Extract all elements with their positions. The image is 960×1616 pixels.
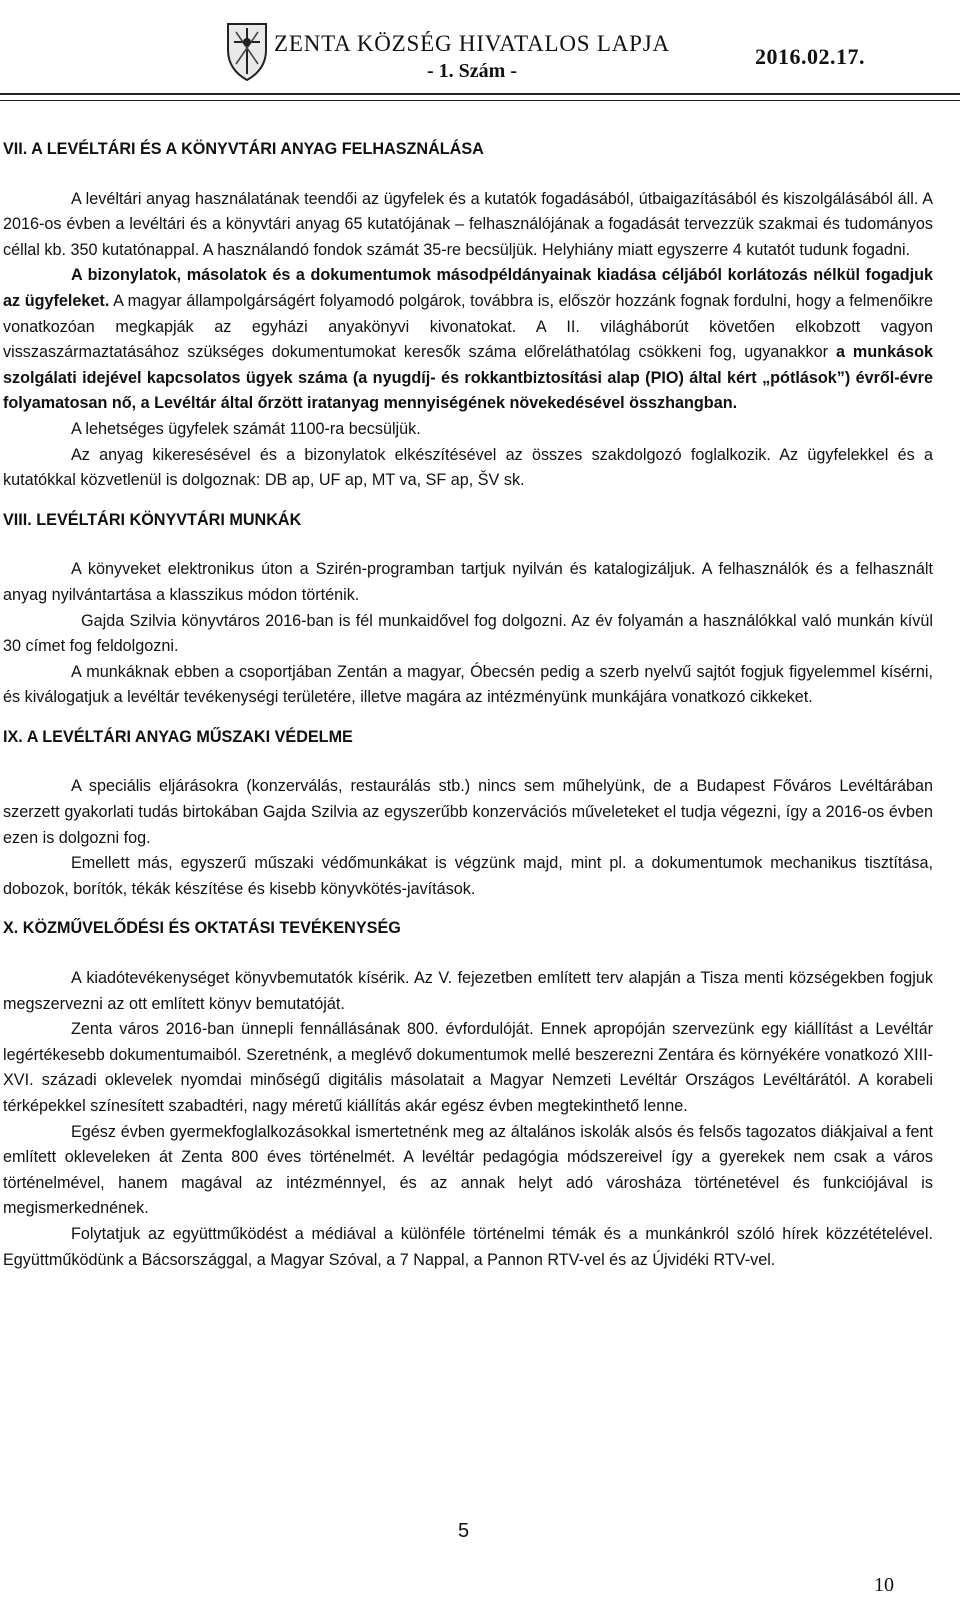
paragraph: A lehetséges ügyfelek számát 1100-ra becsüljük. — [71, 419, 421, 438]
issue-number: - 1. Szám - — [427, 60, 517, 82]
bold-text: a munkások szolgálati idejével kapcsolatos ügyek száma (a nyugdíj- és rokkantbiztosítási alap (PIO) által kért „pótlások”) évről-évre folyamatosan nő, a Levéltár által őrzött iratanyag mennyiségének növekedésével összhangban. — [3, 343, 933, 413]
page-header — [0, 0, 960, 100]
paragraph — [3, 263, 933, 417]
paragraph: Emellett más, egyszerű műszaki védőmunkákat is végzünk majd, mint pl. a dokumentumok mechanikus tisztítása, dobozok, borítók, tékák készítése és kisebb könyvkötés-javítások. — [3, 854, 933, 898]
paragraph: A munkáknak ebben a csoportjában Zentán a magyar, Óbecsén pedig a szerb nyelvű sajtót fogjuk figyelemmel kísérni, és kiválogatjuk a levéltár tevékenységi területére, illetve magára az intézményünk munkájára vonatkozó cikkeket. — [3, 662, 933, 707]
paragraph: A levéltári anyag használatának teendői az ügyfelek és a kutatók fogadásából, útbaigazításából és kiszolgálásából áll. A 2016-os évben a levéltári és a könyvtári anyag 65 kutatójának – felhasználójának a fogadását tervezzük szakmai és tudományos céllal kb. 350 kutatónappal. A használandó fondok számát 35-re becsüljük. Helyhiány miatt egyszerre 4 kutatót tudunk fogadni. — [3, 189, 933, 259]
paragraph: A kiadótevékenységet könyvbemutatók kísérik. Az V. fejezetben említett terv alapján a Tisza menti községekben fogjuk megszervezni az ott említett könyv bemutatóját. — [3, 969, 933, 1013]
section-heading-x: X. KÖZMŰVELŐDÉSI ÉS OKTATÁSI TEVÉKENYSÉG — [3, 919, 401, 938]
bold-text: A bizonylatok, másolatok és a dokumentumok másodpéldányainak kiadása céljából korlátozás nélkül fogadjuk az ügyfeleket. — [3, 266, 933, 310]
publication-date: 2016.02.17. — [755, 44, 865, 69]
coat-of-arms-icon — [222, 20, 272, 82]
masthead — [272, 30, 672, 84]
section-heading-ix: IX. A LEVÉLTÁRI ANYAG MŰSZAKI VÉDELME — [3, 727, 353, 746]
paragraph: Egész évben gyermekfoglalkozásokkal ismertetnénk meg az általános iskolák alsós és felsős tagozatos diákjaival a fent említett okleveleken át Zenta 800 éves történelmét. A levéltár pedagógia módszereivel így a gyerekek nem csak a város történelmével, hanem magával az intézménnyel, és az annak helyt adó városháza történetével és funkciójával is megismerkednének. — [3, 1122, 933, 1218]
paragraph: A könyveket elektronikus úton a Szirén-programban tartjuk nyilván és katalogizáljuk. A felhasználók és a felhasznált anyag nyilvántartása a klasszikus módon történik. — [3, 560, 933, 604]
paragraph: Zenta város 2016-ban ünnepli fennállásának 800. évfordulóját. Ennek apropóján szervezünk egy kiállítást a Levéltár legértékesebb dokumentumaiból. Szeretnénk, a meglévő dokumentumok mellé beszerezni Zentára és környékére vonatkozó XIII-XVI. századi oklevelek nyomdai minőségű digitális másolatait a Magyar Nemzeti Levéltár Országos Levéltárától. A korabeli térképekkel színesített szabadtéri, nagy méretű kiállítás akár egész évben megtekinthető lenne. — [3, 1020, 933, 1115]
page-number-secondary: 10 — [874, 1574, 894, 1596]
paragraph: A speciális eljárásokra (konzerválás, restaurálás stb.) nincs sem műhelyünk, de a Budapest Főváros Levéltárában szerzett gyakorlati tudás birtokában Gajda Szilvia az egyszerűbb konzervációs műveleteket el tudja végezni, így a 2016-os évben ezen is dolgozni fog. — [3, 777, 933, 847]
page-number: 5 — [458, 1520, 470, 1542]
section-heading-vii: VII. A LEVÉLTÁRI ÉS A KÖNYVTÁRI ANYAG FELHASZNÁLÁSA — [3, 140, 484, 158]
paragraph: Folytatjuk az együttműködést a médiával a különféle történelmi témák és a munkánkról szóló hírek közzétételével. Együttműködünk a Bácsországgal, a Magyar Szóval, a 7 Nappal, a Pannon RTV-vel és az Újvidéki RTV-vel. — [3, 1224, 933, 1269]
paragraph: Gajda Szilvia könyvtáros 2016-ban is fél munkaidővel fog dolgozni. Az év folyamán a használókkal való munkán kívül 30 címet fog feldolgozni. — [3, 611, 933, 656]
publication-title: ZENTA KÖZSÉG HIVATALOS LAPJA — [274, 31, 670, 56]
paragraph: Az anyag kikeresésével és a bizonylatok elkészítésével az összes szakdolgozó foglalkozik. Az ügyfelekkel és a kutatókkal közvetlenül is dolgoznak: DB ap, UF ap, MT va, SF ap, ŠV sk. — [3, 445, 933, 490]
document-body — [3, 137, 933, 1273]
text-run: A magyar állampolgárságért folyamodó polgárok, továbbra is, először hozzánk fognak fordulni, hogy a felmenőikre vonatkozóan megkapják az egyházi anyakönyvi kivonatokat. A II. világháborút követően elkobzott vagyon visszaszármaztatásához szükséges dokumentumokat keresők száma előreláthatólag csökkeni fog, ugyanakkor — [3, 291, 933, 362]
section-heading-viii: VIII. LEVÉLTÁRI KÖNYVTÁRI MUNKÁK — [3, 510, 302, 529]
header-rule — [0, 93, 960, 101]
